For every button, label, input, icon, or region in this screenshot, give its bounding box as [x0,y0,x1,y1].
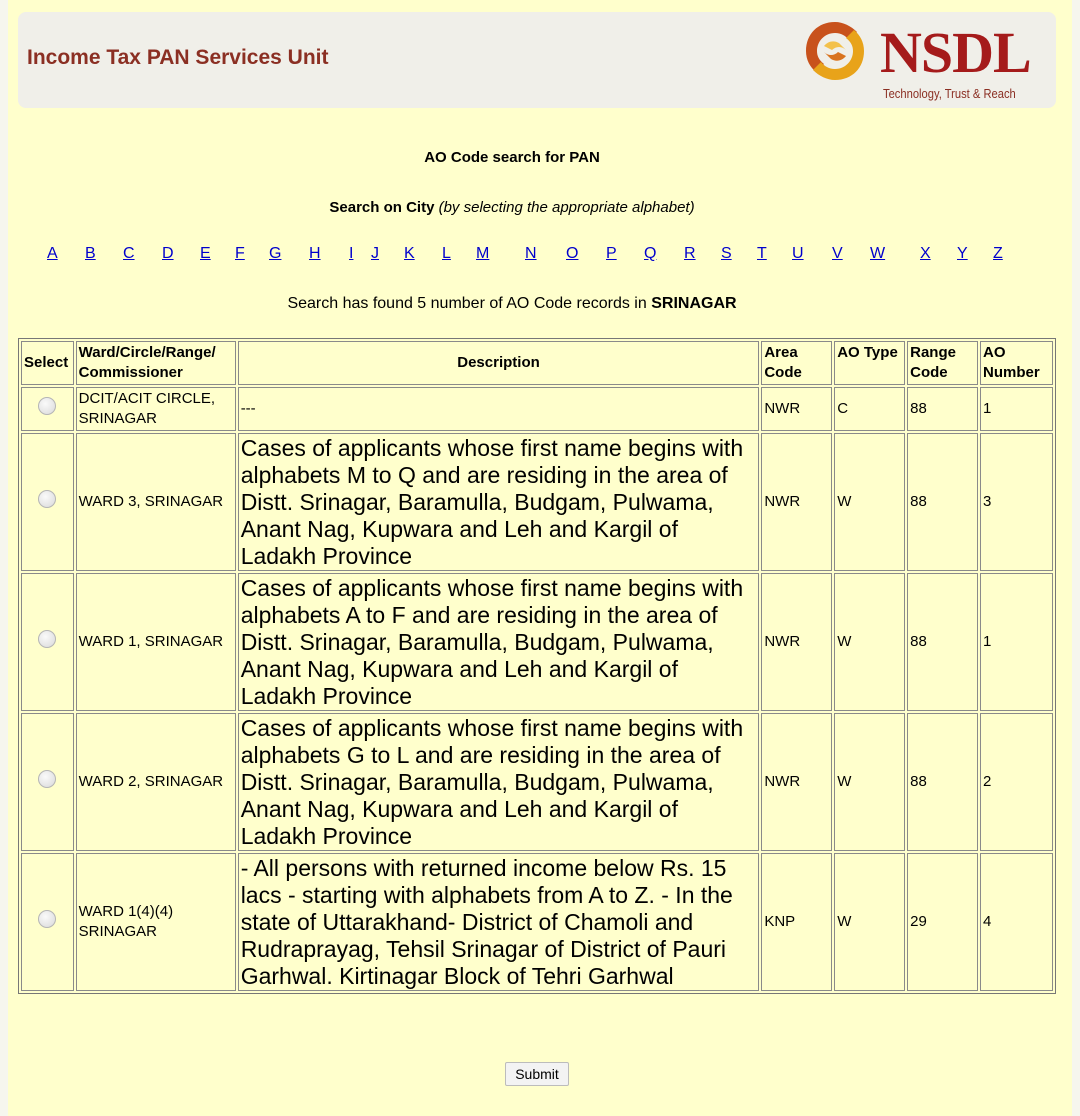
alphabet-link-i[interactable]: I [349,245,354,262]
table-row [21,713,1053,851]
alphabet-link-z[interactable]: Z [993,245,1003,262]
alphabet-link-v[interactable]: V [832,245,843,262]
alphabet-link-n[interactable]: N [525,245,537,262]
ao-number-cell: 2 [980,713,1053,851]
ao-number-cell: 1 [980,387,1053,431]
description-cell: Cases of applicants whose first name begins with alphabets A to F and are residing in the area of Distt. Srinagar, Baramulla, Budgam, Pulwama, Anant Nag, Kupwara and Leh and Kargil of Ladakh Province [238,573,760,711]
header-range-line2: Code [910,364,948,381]
description-cell: Cases of applicants whose first name begins with alphabets G to L and are residing in the area of Distt. Srinagar, Baramulla, Budgam, Pulwama, Anant Nag, Kupwara and Leh and Kargil of Ladakh Province [238,713,760,851]
header-ao-number [980,341,1053,385]
area-code-cell: NWR [761,573,832,711]
ward-cell: WARD 1, SRINAGAR [76,573,236,711]
search-on-hint: (by selecting the appropriate alphabet) [438,199,695,216]
result-city: SRINAGAR [651,295,737,312]
select-radio[interactable] [38,770,56,788]
header-area-line2: Code [764,364,802,381]
header-area-line1: Area [764,344,798,361]
alphabet-link-f[interactable]: F [235,245,245,262]
alphabet-link-y[interactable]: Y [957,245,968,262]
result-prefix: Search has found 5 number of AO Code records in [287,295,647,312]
header-ward-line2: Commissioner [78,364,183,381]
header-description: Description [238,341,760,385]
table-row [21,433,1053,571]
alphabet-link-x[interactable]: X [920,245,931,262]
description-cell: --- [238,387,760,431]
table-row [21,573,1053,711]
range-code-cell: 88 [907,387,978,431]
submit-button[interactable]: Submit [505,1062,569,1086]
range-code-cell: 88 [907,433,978,571]
table-row [21,387,1053,431]
ao-number-cell: 1 [980,573,1053,711]
search-on-city [0,199,1024,216]
header-aonum-line1: AO [983,344,1006,361]
select-radio[interactable] [38,910,56,928]
alphabet-link-l[interactable]: L [442,245,451,262]
header-range-code [907,341,978,385]
nsdl-swirl-icon [800,16,870,86]
select-cell [21,573,74,711]
select-cell [21,853,74,991]
alphabet-link-o[interactable]: O [566,245,579,262]
alphabet-link-w[interactable]: W [870,245,886,262]
select-cell [21,433,74,571]
alphabet-link-k[interactable]: K [404,245,415,262]
select-radio[interactable] [38,490,56,508]
header-ward [76,341,236,385]
alphabet-link-d[interactable]: D [162,245,174,262]
ao-type-cell: W [834,853,905,991]
unit-title: Income Tax PAN Services Unit [27,46,329,69]
select-cell [21,387,74,431]
area-code-cell: NWR [761,433,832,571]
search-result-summary [0,295,1024,313]
alphabet-link-q[interactable]: Q [644,245,657,262]
ao-type-cell: W [834,433,905,571]
range-code-cell: 88 [907,713,978,851]
area-code-cell: KNP [761,853,832,991]
table-row [21,853,1053,991]
alphabet-link-s[interactable]: S [721,245,732,262]
header-range-line1: Range [910,344,956,361]
alphabet-link-c[interactable]: C [123,245,135,262]
alphabet-link-m[interactable]: M [476,245,490,262]
select-cell [21,713,74,851]
area-code-cell: NWR [761,713,832,851]
ao-type-cell: C [834,387,905,431]
ao-type-cell: W [834,573,905,711]
select-radio[interactable] [38,397,56,415]
description-cell: - All persons with returned income below Rs. 15 lacs - starting with alphabets from A to Z. - In the state of Uttarakhand- District of Chamoli and Rudraprayag, Tehsil Srinagar of District of Pauri Garhwal. Kirtinagar Block of Tehri Garhwal [238,853,760,991]
ward-cell: WARD 2, SRINAGAR [76,713,236,851]
ward-cell: DCIT/ACIT CIRCLE, SRINAGAR [76,387,236,431]
alphabet-link-h[interactable]: H [309,245,321,262]
select-radio[interactable] [38,630,56,648]
range-code-cell: 88 [907,573,978,711]
alphabet-link-j[interactable]: J [371,245,379,262]
logo-wordmark: NSDL [880,20,1031,85]
range-code-cell: 29 [907,853,978,991]
header-aonum-line2: Number [983,364,1040,381]
logo-tagline: Technology, Trust & Reach [883,86,1016,101]
alphabet-link-g[interactable]: G [269,245,282,262]
header-select: Select [21,341,74,385]
header-ward-line1: Ward/Circle/Range/ [78,344,216,361]
alphabet-link-p[interactable]: P [606,245,617,262]
ao-number-cell: 3 [980,433,1053,571]
alphabet-link-t[interactable]: T [757,245,767,262]
alphabet-link-r[interactable]: R [684,245,696,262]
ward-cell: WARD 1(4)(4) SRINAGAR [76,853,236,991]
page-edge-left [0,0,8,1116]
alphabet-link-a[interactable]: A [47,245,58,262]
ao-code-table [18,338,1056,994]
header-area-code [761,341,832,385]
ward-cell: WARD 3, SRINAGAR [76,433,236,571]
alphabet-link-e[interactable]: E [200,245,211,262]
area-code-cell: NWR [761,387,832,431]
ao-number-cell: 4 [980,853,1053,991]
alphabet-link-b[interactable]: B [85,245,96,262]
page-heading: AO Code search for PAN [424,149,600,166]
page-edge-right [1072,0,1080,1116]
description-cell: Cases of applicants whose first name begins with alphabets M to Q and are residing in the area of Distt. Srinagar, Baramulla, Budgam, Pulwama, Anant Nag, Kupwara and Leh and Kargil of Ladakh Province [238,433,760,571]
ao-type-cell: W [834,713,905,851]
alphabet-link-u[interactable]: U [792,245,804,262]
nsdl-logo [800,16,1040,106]
header-banner [18,12,1056,108]
table-header-row [21,341,1053,385]
search-on-label: Search on City [329,199,435,216]
header-ao-type: AO Type [834,341,905,385]
